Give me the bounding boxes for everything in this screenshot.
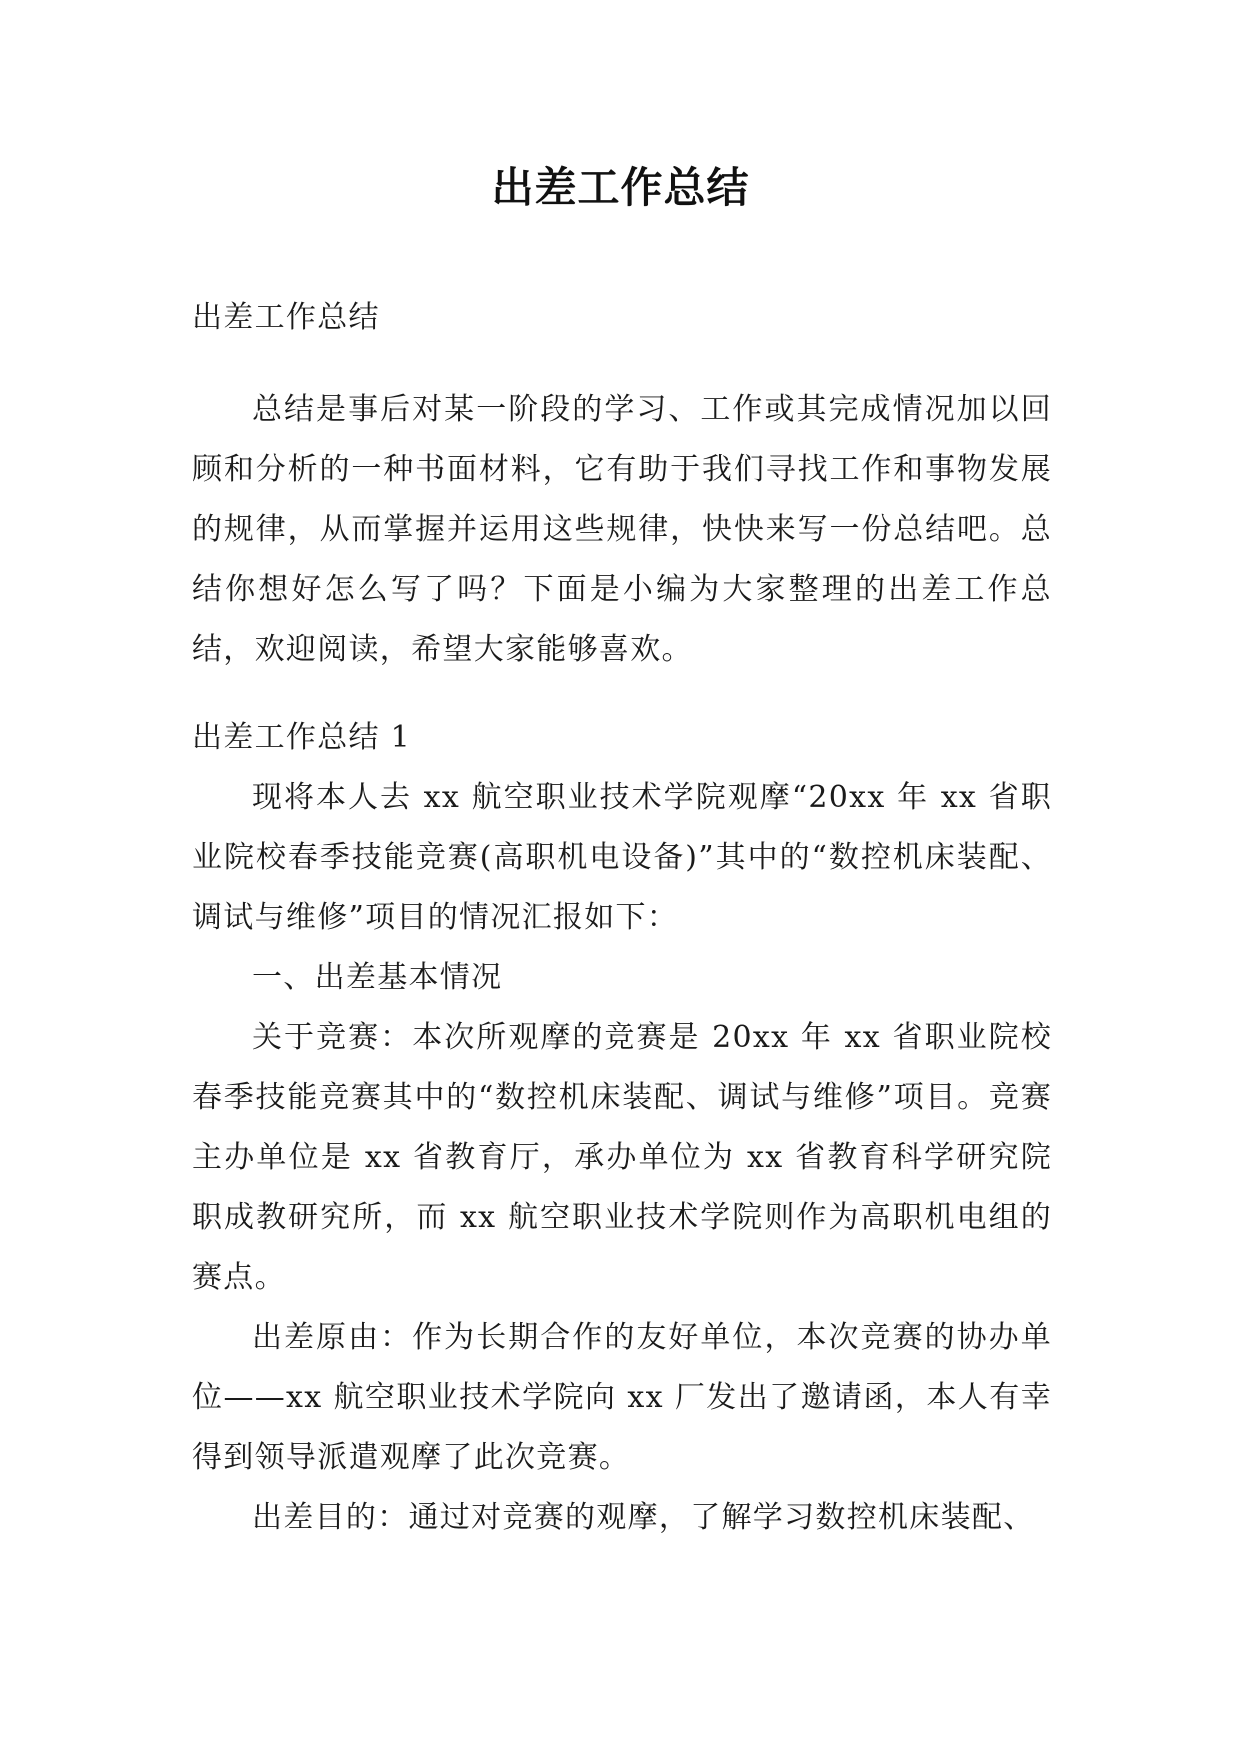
subtitle: 出差工作总结 [192, 300, 380, 335]
intro-paragraph: 总结是事后对某一阶段的学习、工作或其完成情况加以回顾和分析的一种书面材料，它有助于我们寻找工作和事物发展的规律，从而掌握并运用这些规律，快快来写一份总结吧。总结你想好怎么写了吗？下面是小编为大家整理的出差工作总结，欢迎阅读，希望大家能够喜欢。 [192, 392, 1052, 667]
body-paragraph: 出差原由：作为长期合作的友好单位，本次竞赛的协办单位——xx 航空职业技术学院向 xx 厂发出了邀请函，本人有幸得到领导派遣观摩了此次竞赛。 [192, 1320, 1052, 1475]
section-heading: 一、出差基本情况 [252, 960, 503, 995]
document-title: 出差工作总结 [491, 163, 750, 212]
document-body [192, 288, 1052, 1548]
body-paragraph: 现将本人去 xx 航空职业技术学院观摩“20xx 年 xx 省职业院校春季技能竞赛(高职机电设备)”其中的“数控机床装配、调试与维修”项目的情况汇报如下： [192, 780, 1052, 935]
section-title: 出差工作总结 1 [192, 720, 412, 755]
body-paragraph: 关于竞赛：本次所观摩的竞赛是 20xx 年 xx 省职业院校春季技能竞赛其中的“数控机床装配、调试与维修”项目。竞赛主办单位是 xx 省教育厅，承办单位为 xx 省教育科学研究院职成教研究所，而 xx 航空职业技术学院则作为高职机电组的赛点。 [192, 1020, 1052, 1295]
body-paragraph: 出差目的：通过对竞赛的观摩，了解学习数控机床装配、 [252, 1500, 1035, 1535]
